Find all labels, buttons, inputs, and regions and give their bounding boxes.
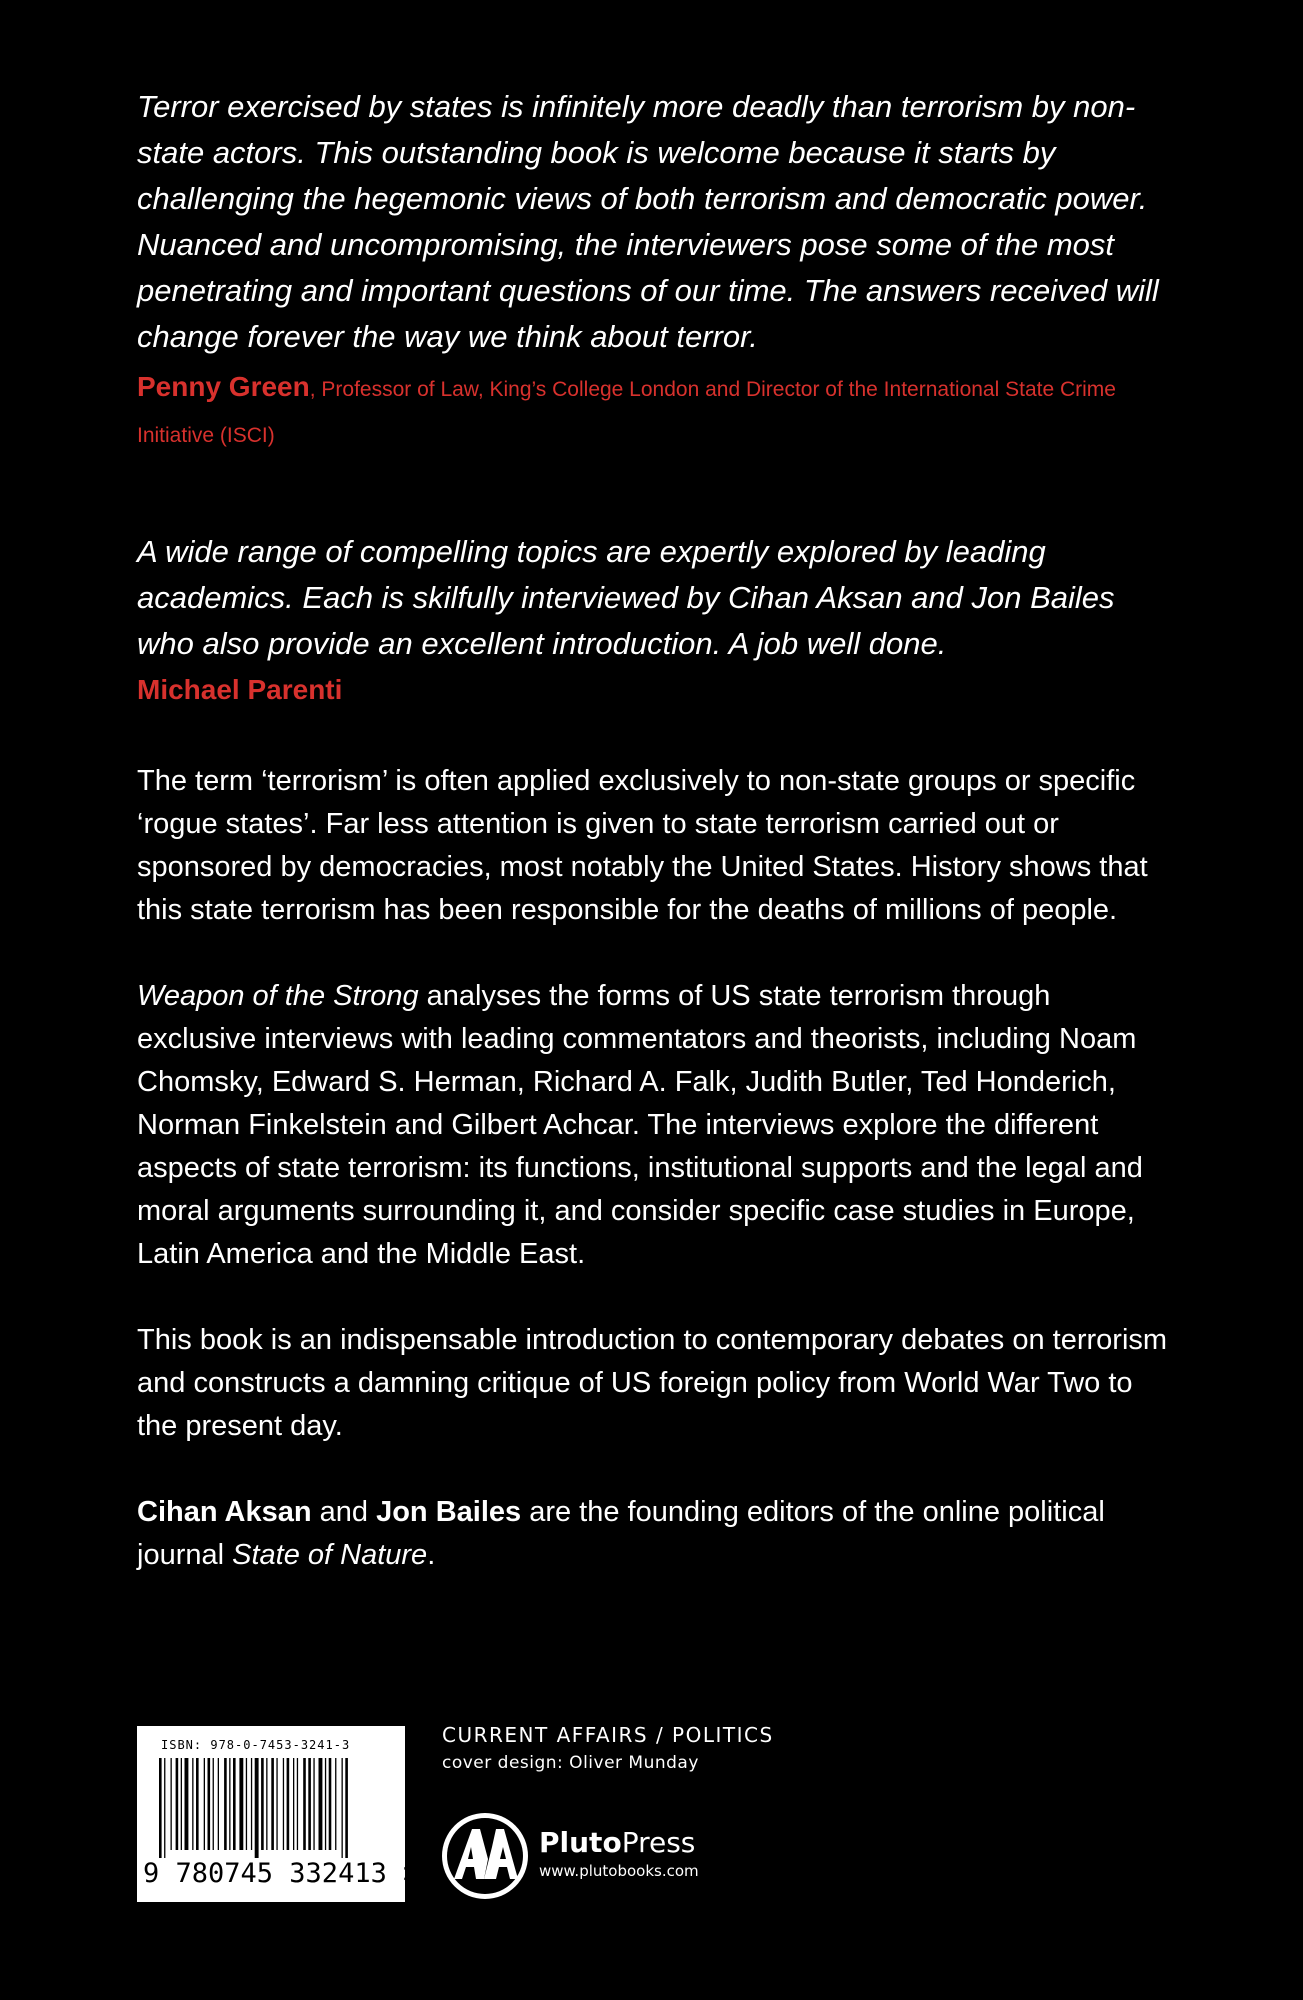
publisher-url: www.plutobooks.com xyxy=(539,1862,699,1880)
barcode-bar xyxy=(287,1758,290,1850)
pluto-press-logo-icon xyxy=(440,1811,530,1901)
barcode-bar xyxy=(276,1758,277,1850)
editor-name-1: Cihan Aksan xyxy=(137,1496,312,1528)
editor-name-2: Jon Bailes xyxy=(376,1496,522,1528)
barcode-bar xyxy=(283,1758,284,1850)
barcode-bar xyxy=(171,1758,172,1850)
barcode-bars xyxy=(159,1758,383,1858)
barcode-bar xyxy=(342,1758,343,1858)
barcode-bar xyxy=(255,1758,259,1858)
journal-title: State of Nature xyxy=(232,1539,428,1571)
barcode-bar xyxy=(164,1758,165,1858)
barcode-bar xyxy=(224,1758,227,1850)
barcode-bar xyxy=(325,1758,326,1850)
editors-bio: Cihan Aksan and Jon Bailes are the founding editors of the online political journal State of Nature. xyxy=(137,1496,1105,1571)
book-title: Weapon of the Strong xyxy=(137,980,419,1012)
barcode-bar xyxy=(208,1758,211,1850)
barcode-bar xyxy=(159,1758,162,1858)
barcode-bar xyxy=(319,1758,323,1850)
barcode-bar xyxy=(204,1758,205,1850)
barcode-bar xyxy=(246,1758,247,1850)
barcode-bar xyxy=(196,1758,199,1850)
description-paragraph-1: The term ‘terrorism’ is often applied exclusively to non-state groups or specific ‘rogue states’. Far less attention is given to state terrorism carried out or sponsored by democracies, most notably the United States. History shows that this state terrorism has been responsible for the deaths of millions of people. xyxy=(137,765,1148,926)
attribution-penny-green xyxy=(137,364,1177,459)
category-label: CURRENT AFFAIRS / POLITICS xyxy=(442,1723,774,1747)
barcode-bar xyxy=(329,1758,332,1850)
barcode-digits: 9 780745 332413 > xyxy=(143,1858,420,1889)
barcode-bar xyxy=(176,1758,179,1850)
barcode-bar xyxy=(229,1758,230,1850)
barcode-bar xyxy=(266,1758,267,1850)
barcode-bar xyxy=(261,1758,264,1850)
barcode-bar xyxy=(251,1758,252,1850)
author-name: Penny Green xyxy=(137,371,310,402)
barcode-bar xyxy=(213,1758,214,1850)
barcode-bar xyxy=(335,1758,336,1850)
quote-penny-green: Terror exercised by states is infinitely more deadly than terrorism by non-state actors. This outstanding book is welcome because it starts by challenging the hegemonic views of both terrorism and democratic power. Nuanced and uncompromising, the interviewers pose some of the most penetrating and important questions of our time. The answers received will change forever the way we think about terror. xyxy=(137,89,1159,354)
quote-michael-parenti: A wide range of compelling topics are expertly explored by leading academics. Each is skilfully interviewed by Cihan Aksan and Jon Bailes who also provide an excellent introduction. A job well done. xyxy=(137,534,1115,661)
publisher-name: PlutoPress xyxy=(539,1826,696,1859)
barcode-bar xyxy=(218,1758,219,1850)
barcode-bar xyxy=(185,1758,189,1850)
barcode-bar xyxy=(239,1758,243,1850)
cover-credit: cover design: Oliver Munday xyxy=(442,1753,699,1773)
description-paragraph-2: Weapon of the Strong analyses the forms of US state terrorism through exclusive interviews with leading commentators and theorists, including Noam Chomsky, Edward S. Herman, Richard A. Falk, Judith Butler, Ted Honderich, Norman Finkelstein and Gilbert Achcar. The interviews explore the different aspects of state terrorism: its functions, institutional supports and the legal and moral arguments surrounding it, and consider specific case studies in Europe, Latin America and the Middle East. xyxy=(137,980,1143,1270)
isbn-label: ISBN: 978-0-7453-3241-3 xyxy=(161,1738,351,1752)
barcode-bar xyxy=(181,1758,182,1850)
barcode-bar xyxy=(293,1758,294,1850)
barcode-bar xyxy=(233,1758,236,1850)
author-affiliation: , Professor of Law, King’s College London and Director of the International State Crime Initiative (ISCI) xyxy=(137,378,1116,447)
isbn-barcode xyxy=(137,1726,420,1902)
description-paragraph-3: This book is an indispensable introduction to contemporary debates on terrorism and constructs a damning critique of US foreign policy from World War Two to the present day. xyxy=(137,1324,1168,1442)
barcode-bar xyxy=(297,1758,298,1850)
barcode-bar xyxy=(308,1758,311,1850)
back-cover-text xyxy=(137,84,1177,1577)
attribution-michael-parenti: Michael Parenti xyxy=(137,674,343,705)
barcode-bar xyxy=(313,1758,314,1850)
barcode-bar xyxy=(345,1758,348,1858)
barcode-bar xyxy=(271,1758,274,1850)
barcode-bar xyxy=(192,1758,193,1850)
barcode-bar xyxy=(303,1758,306,1850)
